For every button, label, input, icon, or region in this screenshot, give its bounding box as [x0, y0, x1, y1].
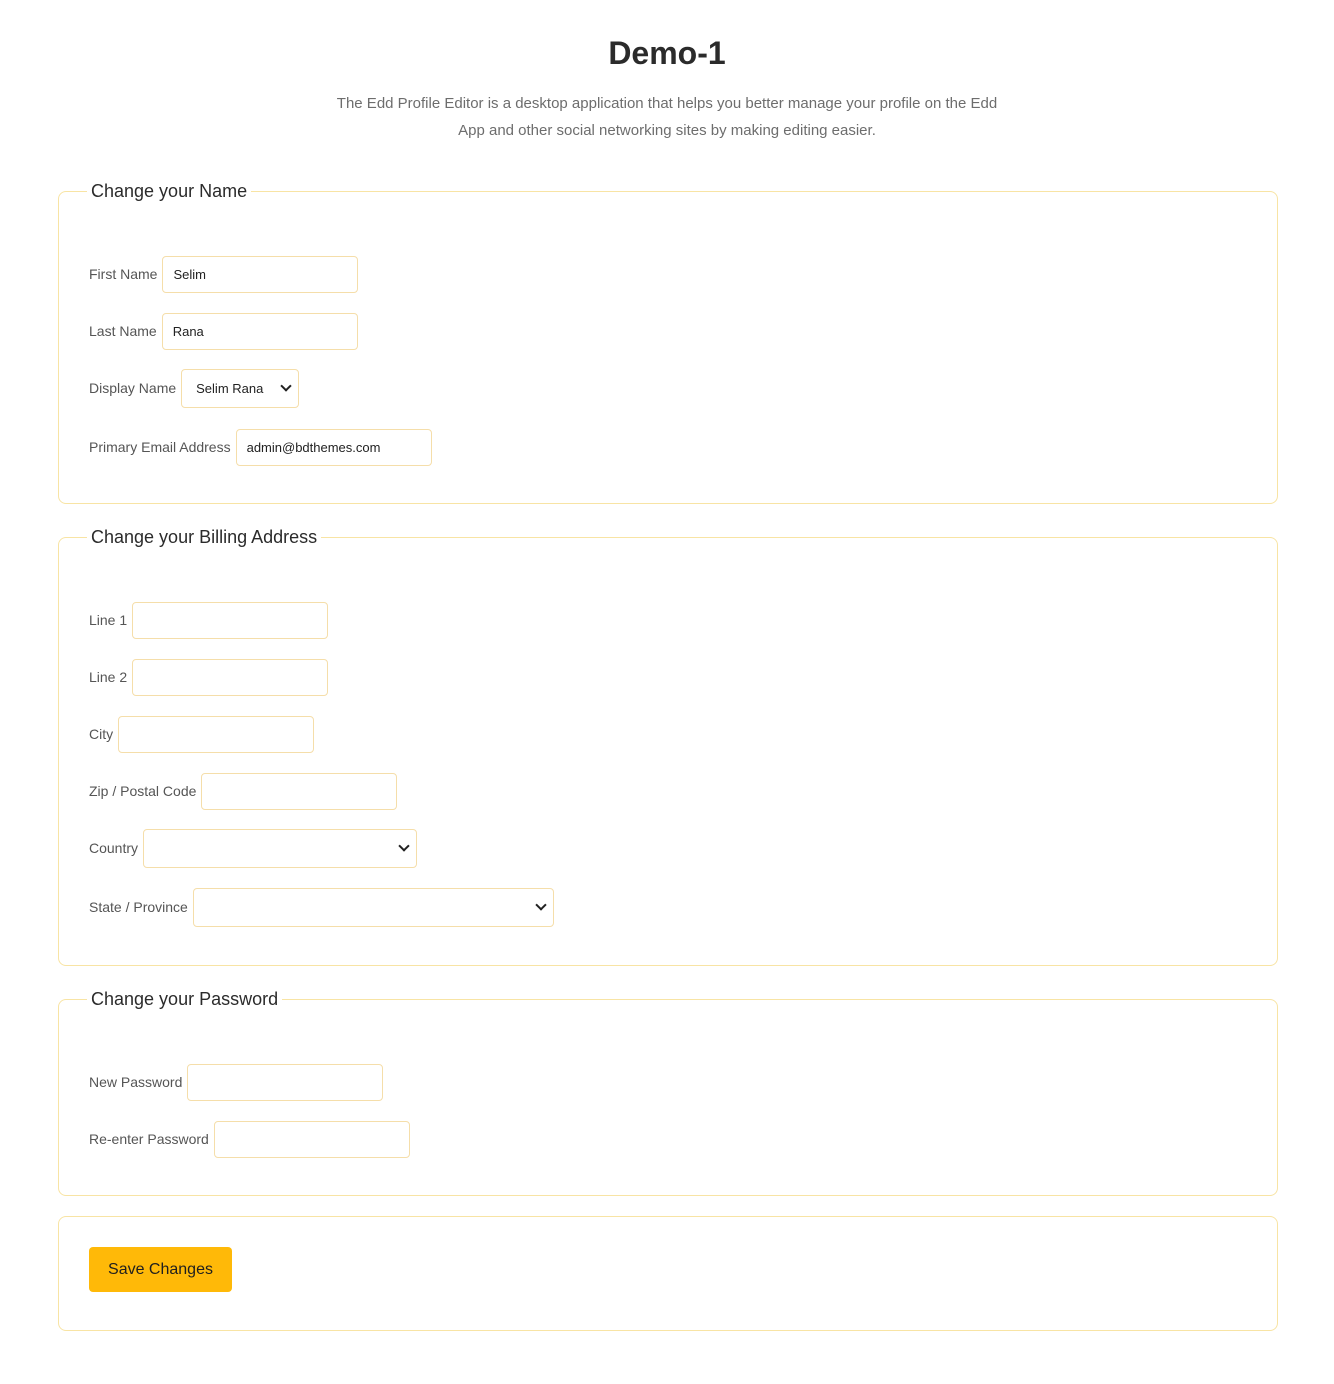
state-row	[89, 888, 554, 926]
billing-fieldset-legend: Change your Billing Address	[87, 526, 321, 548]
line1-input[interactable]	[132, 602, 328, 639]
city-row	[89, 715, 314, 753]
line2-label: Line 2	[89, 669, 128, 685]
name-fieldset-legend: Change your Name	[87, 180, 251, 202]
page-description-line-2: App and other social networking sites by making editing easier.	[458, 122, 876, 139]
line2-input[interactable]	[132, 659, 328, 696]
last-name-label: Last Name	[89, 323, 157, 339]
display-name-selected-value: Selim Rana	[196, 380, 264, 396]
actions-fieldset	[58, 1216, 1278, 1331]
email-row	[89, 428, 432, 466]
country-select[interactable]	[143, 829, 417, 868]
zip-row	[89, 772, 397, 810]
city-label: City	[89, 726, 114, 742]
country-row	[89, 829, 417, 867]
password-fieldset	[58, 989, 1278, 1196]
last-name-input[interactable]	[162, 313, 358, 350]
page-title: Demo-1	[608, 35, 726, 71]
display-name-select[interactable]	[181, 369, 299, 408]
new-password-input[interactable]	[187, 1064, 383, 1101]
page-description-line-1: The Edd Profile Editor is a desktop application that helps you better manage your profile on the Edd	[336, 95, 998, 112]
chevron-down-icon	[398, 840, 409, 851]
zip-input[interactable]	[201, 773, 397, 810]
email-label: Primary Email Address	[89, 439, 231, 455]
new-password-row	[89, 1063, 383, 1101]
reenter-password-label: Re-enter Password	[89, 1131, 209, 1147]
reenter-password-input[interactable]	[214, 1121, 410, 1158]
password-fieldset-legend: Change your Password	[87, 988, 282, 1010]
reenter-password-row	[89, 1120, 410, 1158]
line1-label: Line 1	[89, 612, 128, 628]
name-fieldset	[58, 181, 1278, 504]
first-name-label: First Name	[89, 266, 158, 282]
last-name-row	[89, 312, 358, 350]
save-changes-button[interactable]: Save Changes	[89, 1247, 232, 1292]
line2-row	[89, 658, 328, 696]
chevron-down-icon	[280, 380, 291, 391]
line1-row	[89, 601, 328, 639]
chevron-down-icon	[535, 899, 546, 910]
first-name-row	[89, 255, 358, 293]
first-name-input[interactable]	[162, 256, 358, 293]
billing-fieldset	[58, 527, 1278, 966]
city-input[interactable]	[118, 716, 314, 753]
page-description	[327, 90, 1007, 144]
display-name-label: Display Name	[89, 380, 177, 396]
email-input[interactable]	[236, 429, 432, 466]
display-name-row	[89, 369, 299, 407]
country-label: Country	[89, 840, 139, 856]
state-label: State / Province	[89, 899, 188, 915]
new-password-label: New Password	[89, 1074, 183, 1090]
zip-label: Zip / Postal Code	[89, 783, 197, 799]
state-select[interactable]	[193, 888, 554, 927]
